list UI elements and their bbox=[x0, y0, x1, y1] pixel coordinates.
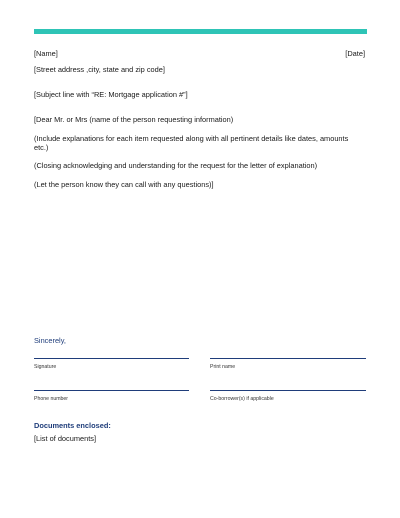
documents-list: [List of documents] bbox=[34, 434, 97, 443]
accent-bar bbox=[34, 29, 367, 34]
phone-label: Phone number bbox=[34, 396, 69, 402]
coborrower-line bbox=[210, 390, 366, 391]
name-placeholder: [Name] bbox=[34, 49, 58, 58]
print-name-line bbox=[210, 358, 366, 359]
explanation-paragraph: (Include explanations for each item requested along with all pertinent details like dates, amounts etc.) bbox=[34, 134, 349, 152]
address-placeholder: [Street address ,city, state and zip code] bbox=[34, 65, 165, 74]
subject-line: [Subject line with “RE: Mortgage application #”] bbox=[34, 90, 188, 99]
signature-line bbox=[34, 358, 189, 359]
salutation: [Dear Mr. or Mrs (name of the person requesting information) bbox=[34, 115, 234, 124]
sincerely: Sincerely, bbox=[34, 336, 66, 345]
call-paragraph: (Let the person know they can call with any questions)] bbox=[34, 180, 214, 189]
phone-line bbox=[34, 390, 189, 391]
documents-heading: Documents enclosed: bbox=[34, 421, 111, 430]
date-placeholder: [Date] bbox=[345, 49, 365, 58]
coborrower-label: Co-borrower(s) if applicable bbox=[210, 396, 274, 402]
signature-label: Signature bbox=[34, 364, 57, 370]
print-name-label: Print name bbox=[210, 364, 236, 370]
closing-paragraph: (Closing acknowledging and understanding for the request for the letter of explanation) bbox=[34, 161, 318, 170]
